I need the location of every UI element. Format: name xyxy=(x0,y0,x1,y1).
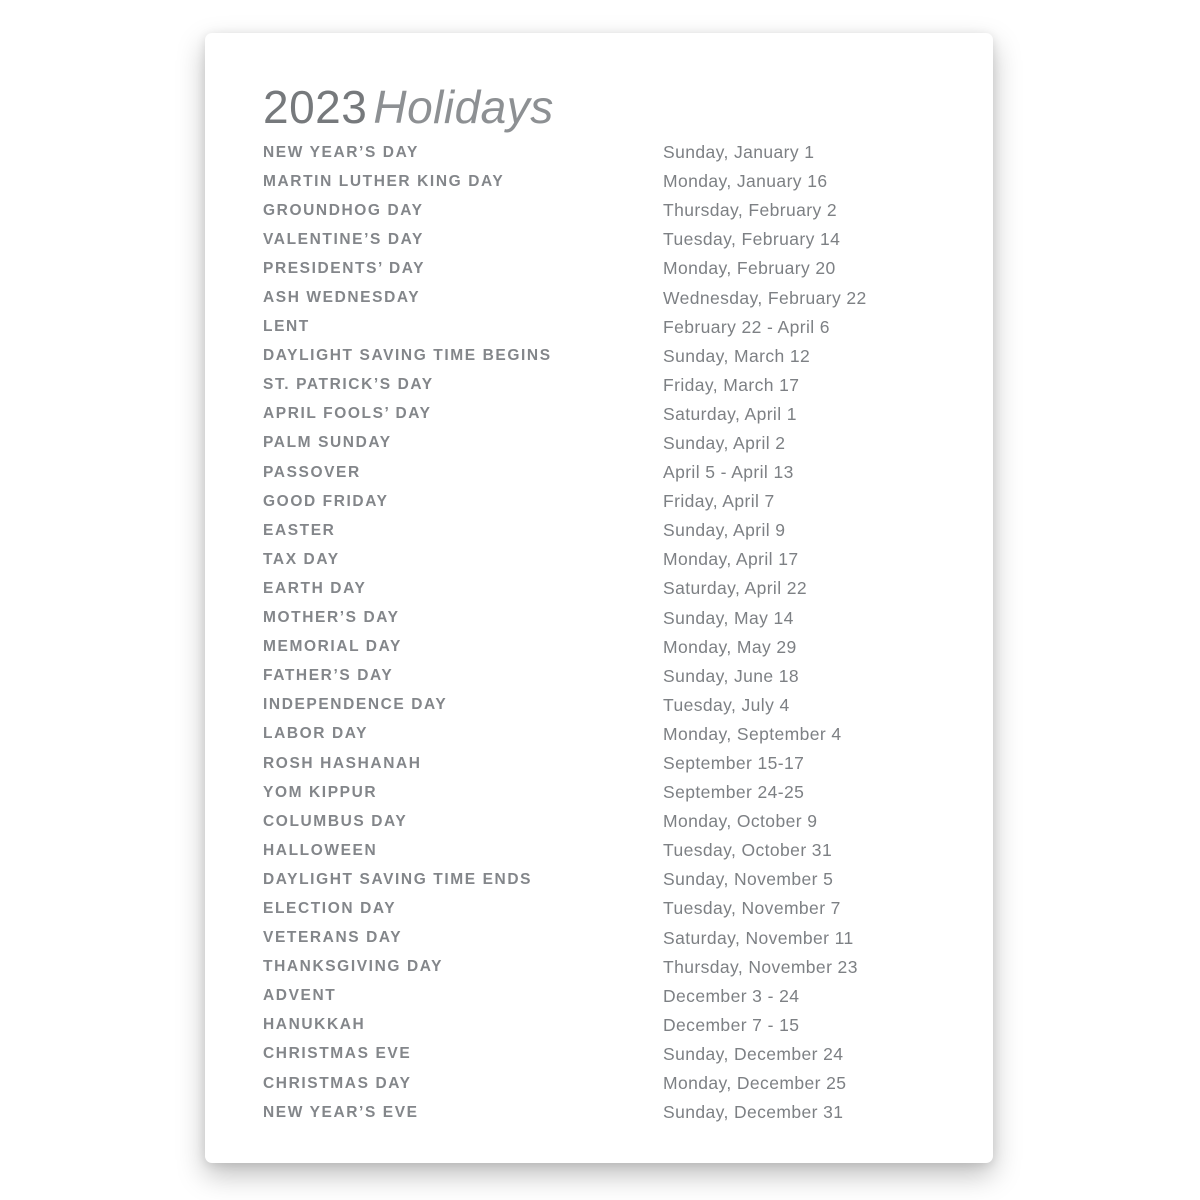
holiday-name: CHRISTMAS EVE xyxy=(263,1045,412,1063)
holiday-name: ROSH HASHANAH xyxy=(263,754,422,772)
list-item xyxy=(263,313,993,342)
holiday-date: September 24-25 xyxy=(663,782,805,803)
list-item xyxy=(263,691,993,720)
holiday-name: TAX DAY xyxy=(263,550,340,568)
holiday-date: Monday, May 29 xyxy=(663,636,797,657)
holiday-name: COLUMBUS DAY xyxy=(263,812,408,830)
holiday-name: LENT xyxy=(263,318,310,336)
list-item xyxy=(263,458,993,487)
holiday-date: Friday, March 17 xyxy=(663,374,800,395)
list-item xyxy=(263,749,993,778)
holiday-date: Sunday, December 31 xyxy=(663,1102,844,1123)
holiday-date: Monday, October 9 xyxy=(663,811,818,832)
holiday-name: INDEPENDENCE DAY xyxy=(263,696,448,714)
holiday-date: Saturday, April 1 xyxy=(663,403,797,424)
holiday-date: Saturday, November 11 xyxy=(663,927,854,948)
holiday-name: APRIL FOOLS’ DAY xyxy=(263,405,432,423)
holiday-name: NEW YEAR’S DAY xyxy=(263,143,419,161)
list-item xyxy=(263,604,993,633)
holiday-date: Thursday, November 23 xyxy=(663,956,858,977)
holiday-date: Monday, December 25 xyxy=(663,1073,847,1094)
list-item xyxy=(263,1040,993,1069)
holiday-name: CHRISTMAS DAY xyxy=(263,1074,412,1092)
holiday-name: ASH WEDNESDAY xyxy=(263,289,421,307)
holiday-name: THANKSGIVING DAY xyxy=(263,958,444,976)
list-item xyxy=(263,254,993,283)
title-word: Holidays xyxy=(373,81,554,133)
list-item xyxy=(263,1069,993,1098)
list-item xyxy=(263,283,993,312)
holiday-name: PALM SUNDAY xyxy=(263,434,392,452)
list-item xyxy=(263,807,993,836)
holiday-date: Tuesday, November 7 xyxy=(663,898,841,919)
list-item xyxy=(263,1098,993,1127)
holiday-name: EARTH DAY xyxy=(263,579,367,597)
holiday-name: ADVENT xyxy=(263,987,337,1005)
holiday-date: Thursday, February 2 xyxy=(663,200,837,221)
list-item xyxy=(263,574,993,603)
holiday-date: Saturday, April 22 xyxy=(663,578,808,599)
list-item xyxy=(263,982,993,1011)
list-item xyxy=(263,429,993,458)
holiday-date: Monday, April 17 xyxy=(663,549,799,570)
list-item xyxy=(263,342,993,371)
holiday-date: Sunday, January 1 xyxy=(663,142,815,163)
list-item xyxy=(263,487,993,516)
holiday-name: EASTER xyxy=(263,521,336,539)
list-item xyxy=(263,720,993,749)
holiday-date: Sunday, June 18 xyxy=(663,665,800,686)
holiday-date: Monday, February 20 xyxy=(663,258,836,279)
list-item xyxy=(263,371,993,400)
list-item xyxy=(263,225,993,254)
holiday-name: GROUNDHOG DAY xyxy=(263,201,424,219)
holiday-date: Tuesday, February 14 xyxy=(663,229,841,250)
holiday-date: Sunday, April 9 xyxy=(663,520,786,541)
holiday-name: LABOR DAY xyxy=(263,725,369,743)
list-item xyxy=(263,662,993,691)
list-item xyxy=(263,633,993,662)
holiday-name: HANUKKAH xyxy=(263,1016,366,1034)
holiday-date: Sunday, December 24 xyxy=(663,1043,844,1064)
holiday-name: HALLOWEEN xyxy=(263,841,378,859)
holiday-date: Monday, September 4 xyxy=(663,723,842,744)
list-item xyxy=(263,924,993,953)
holiday-date: Tuesday, October 31 xyxy=(663,840,833,861)
list-item xyxy=(263,865,993,894)
holiday-date: Wednesday, February 22 xyxy=(663,287,867,308)
holiday-name: PRESIDENTS’ DAY xyxy=(263,259,426,277)
holiday-list xyxy=(263,138,993,1127)
list-item xyxy=(263,400,993,429)
holiday-name: ELECTION DAY xyxy=(263,899,397,917)
holiday-name: DAYLIGHT SAVING TIME BEGINS xyxy=(263,347,552,365)
holiday-name: GOOD FRIDAY xyxy=(263,492,389,510)
holiday-date: Friday, April 7 xyxy=(663,491,775,512)
holiday-date: December 7 - 15 xyxy=(663,1014,800,1035)
holiday-name: MOTHER’S DAY xyxy=(263,609,400,627)
list-item xyxy=(263,138,993,167)
list-item xyxy=(263,894,993,923)
list-item xyxy=(263,836,993,865)
holiday-date: Sunday, May 14 xyxy=(663,607,794,628)
holiday-name: NEW YEAR’S EVE xyxy=(263,1103,419,1121)
holiday-name: FATHER’S DAY xyxy=(263,667,394,685)
holiday-card xyxy=(205,33,993,1163)
holiday-date: Monday, January 16 xyxy=(663,171,828,192)
list-item xyxy=(263,167,993,196)
holiday-date: September 15-17 xyxy=(663,753,805,774)
holiday-date: Sunday, March 12 xyxy=(663,345,811,366)
list-item xyxy=(263,196,993,225)
page-title xyxy=(263,83,993,131)
holiday-name: VETERANS DAY xyxy=(263,929,403,947)
holiday-name: DAYLIGHT SAVING TIME ENDS xyxy=(263,870,533,888)
list-item xyxy=(263,1011,993,1040)
holiday-date: Sunday, November 5 xyxy=(663,869,834,890)
holiday-date: Sunday, April 2 xyxy=(663,432,786,453)
list-item xyxy=(263,953,993,982)
holiday-date: February 22 - April 6 xyxy=(663,316,830,337)
holiday-date: Tuesday, July 4 xyxy=(663,694,790,715)
list-item xyxy=(263,545,993,574)
holiday-name: MARTIN LUTHER KING DAY xyxy=(263,172,505,190)
list-item xyxy=(263,778,993,807)
list-item xyxy=(263,516,993,545)
title-year: 2023 xyxy=(263,81,368,133)
holiday-name: VALENTINE’S DAY xyxy=(263,230,424,248)
holiday-name: MEMORIAL DAY xyxy=(263,638,402,656)
holiday-date: April 5 - April 13 xyxy=(663,462,794,483)
holiday-name: YOM KIPPUR xyxy=(263,783,378,801)
holiday-date: December 3 - 24 xyxy=(663,985,800,1006)
holiday-name: ST. PATRICK’S DAY xyxy=(263,376,434,394)
holiday-name: PASSOVER xyxy=(263,463,361,481)
